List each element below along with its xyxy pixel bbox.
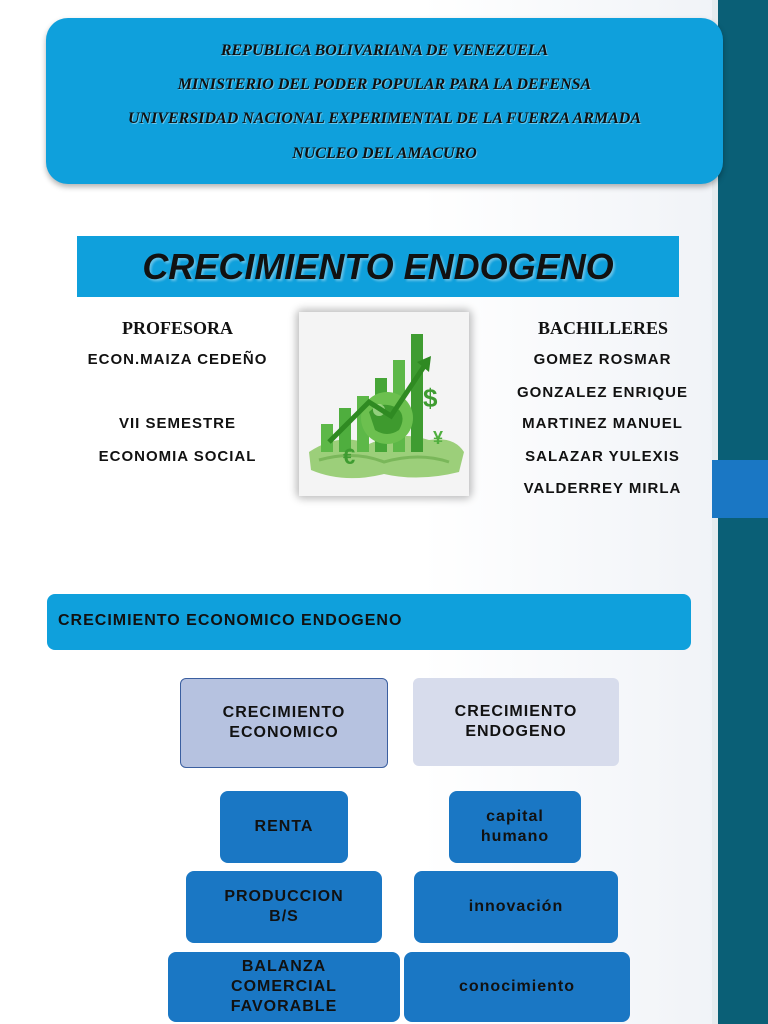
concept-slide: [0, 512, 768, 1024]
section-title-band: [47, 594, 691, 650]
semester-label: VII SEMESTRE: [118, 415, 237, 432]
item-renta: [220, 791, 348, 863]
item-line: RENTA: [254, 818, 314, 835]
student-name: GONZALEZ ENRIQUE: [516, 384, 688, 401]
institution-header: [46, 18, 723, 184]
professor-heading: PROFESORA: [121, 318, 233, 338]
category-line: ECONOMICO: [229, 724, 339, 741]
sidebar-accent: [712, 460, 768, 518]
svg-text:¥: ¥: [433, 428, 444, 448]
category-line: CRECIMIENTO: [222, 704, 346, 721]
item-line: conocimiento: [458, 978, 575, 995]
item-line: COMERCIAL: [231, 978, 337, 995]
item-line: humano: [480, 828, 550, 845]
header-line-nucleus: NUCLEO DEL AMACURO: [292, 145, 477, 162]
header-line-university: UNIVERSIDAD NACIONAL EXPERIMENTAL DE LA FUERZA ARMADA: [127, 110, 642, 127]
student-name: VALDERREY MIRLA: [523, 480, 682, 497]
item-line: B/S: [269, 908, 299, 925]
growth-chart-illustration: [299, 312, 469, 496]
header-line-ministry: MINISTERIO DEL PODER POPULAR PARA LA DEFENSA: [177, 76, 592, 93]
right-sidebar-decoration: [712, 512, 768, 1024]
students-heading: BACHILLERES: [537, 318, 669, 338]
item-line: BALANZA: [241, 958, 327, 975]
item-balanza: [168, 952, 400, 1022]
svg-text:$: $: [423, 383, 438, 413]
svg-text:€: €: [343, 444, 356, 469]
student-name: GOMEZ ROSMAR: [533, 351, 672, 368]
section-title: CRECIMIENTO ECONOMICO ENDOGENO: [58, 612, 403, 629]
item-produccion: [186, 871, 382, 943]
presentation-title: [77, 236, 679, 297]
title-text: CRECIMIENTO ENDOGENO: [142, 246, 614, 287]
header-line-republic: REPUBLICA BOLIVARIANA DE VENEZUELA: [220, 42, 549, 59]
item-capital-humano: [449, 791, 581, 863]
item-innovacion: [414, 871, 618, 943]
item-line: PRODUCCION: [224, 888, 344, 905]
student-name: SALAZAR YULEXIS: [525, 448, 680, 465]
category-economic-growth: [180, 678, 388, 768]
category-line: ENDOGENO: [465, 723, 567, 740]
category-endogenous-growth: [413, 678, 619, 766]
professor-name: ECON.MAIZA CEDEÑO: [87, 351, 268, 368]
economic-growth-image: [299, 312, 469, 496]
item-line: capital: [486, 808, 544, 825]
student-name: MARTINEZ MANUEL: [522, 415, 683, 432]
item-line: innovación: [468, 898, 564, 915]
item-conocimiento: [404, 952, 630, 1022]
category-line: CRECIMIENTO: [454, 703, 578, 720]
subject-label: ECONOMIA SOCIAL: [98, 448, 257, 465]
item-line: FAVORABLE: [230, 998, 338, 1015]
